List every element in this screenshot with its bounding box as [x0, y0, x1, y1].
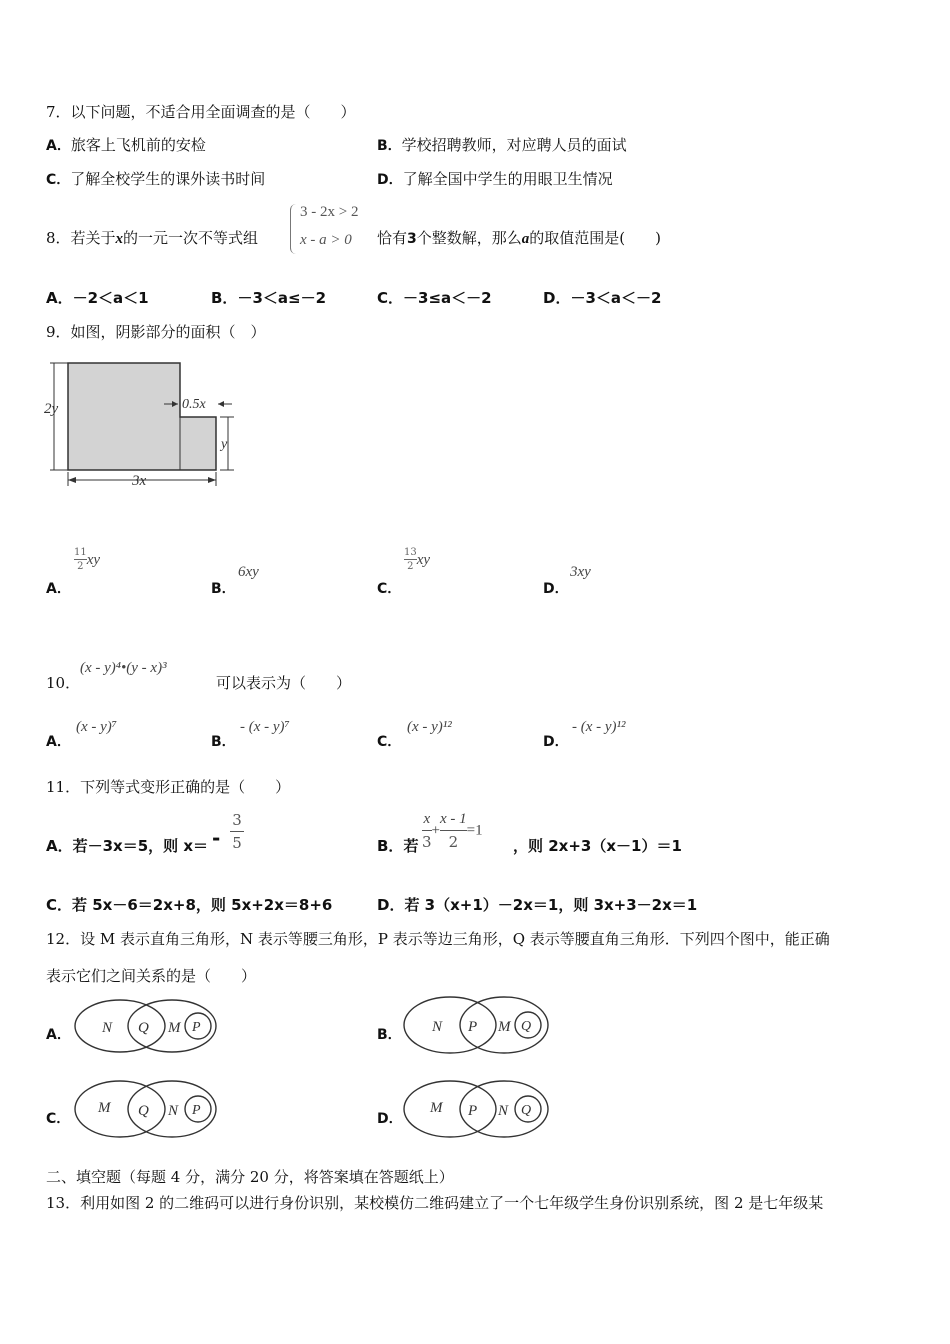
q11-option-b-suffix: ，则 2x+3（x－1）＝1 — [513, 837, 682, 855]
q8-system-line1: 3 - 2x > 2 — [300, 204, 359, 220]
q12-option-b-label: B． — [377, 1027, 402, 1043]
q8-stem-a: 8．若关于x的一元一次不等式组 — [46, 229, 259, 247]
q12-option-a-diagram — [72, 996, 222, 1056]
q9-option-a-label: A． — [46, 581, 71, 597]
q9-shaded-shape — [68, 363, 216, 470]
q8-option-b: B．－3＜a≤－2 — [211, 289, 327, 307]
q7-option-b: B．学校招聘教师，对应聘人员的面试 — [377, 136, 627, 154]
q12-option-c-label: C． — [46, 1111, 71, 1127]
svg-text:M: M — [498, 1019, 511, 1035]
q10-tail: 可以表示为（ ） — [216, 674, 352, 692]
q12-option-a-label: A． — [46, 1027, 71, 1043]
q12-stem-line2: 表示它们之间关系的是（ ） — [46, 967, 257, 985]
q12-option-d-diagram — [402, 1077, 552, 1141]
q9-option-b-label: B． — [211, 581, 236, 597]
svg-text:Q: Q — [138, 1103, 149, 1119]
q9-figure — [44, 358, 244, 493]
q8-option-a: A．－2＜a＜1 — [46, 289, 149, 307]
q9-notch-dim: 0.5x — [182, 397, 206, 412]
q9-right-dim: y — [221, 437, 228, 452]
q8-stem-b: 恰有3个整数解，那么a的取值范围是( ) — [377, 229, 661, 247]
svg-text:N: N — [102, 1020, 113, 1036]
q10-option-a-label: A． — [46, 734, 71, 750]
q9-stem: 9．如图，阴影部分的面积（ ） — [46, 323, 266, 341]
section-2-heading: 二、填空题（每题 4 分，满分 20 分，将答案填在答题纸上） — [46, 1168, 454, 1186]
q11-option-c: C．若 5x－6＝2x+8，则 5x+2x＝8+6 — [46, 896, 333, 914]
q8-option-d: D．－3＜a＜－2 — [543, 289, 662, 307]
q11-stem: 11．下列等式变形正确的是（ ） — [46, 778, 291, 796]
q7-option-c: C．了解全校学生的课外读书时间 — [46, 170, 266, 188]
q11-option-a: A．若－3x＝5，则 x＝ — [46, 837, 209, 855]
q11-option-d: D．若 3（x+1）－2x＝1，则 3x+3－2x＝1 — [377, 896, 698, 914]
svg-text:M: M — [168, 1020, 181, 1036]
svg-text:Q: Q — [521, 1103, 532, 1118]
q9-bottom-dim: 3x — [132, 473, 147, 489]
svg-text:N: N — [432, 1019, 443, 1035]
q7-option-d: D．了解全国中学生的用眼卫生情况 — [377, 170, 613, 188]
q8-option-c: C．－3≤a＜－2 — [377, 289, 492, 307]
q9-option-a-expr: $\frac{11}{2}$ xy — [74, 547, 101, 572]
q9-left-dim: 2y — [44, 401, 59, 417]
svg-text:P: P — [192, 1103, 201, 1118]
q12-stem-line1: 12．设 M 表示直角三角形，N 表示等腰三角形，P 表示等边三角形，Q 表示等腰直角三角形．下列四个图中，能正确 — [46, 930, 830, 948]
q11-option-a-sign: - — [212, 826, 221, 850]
q10-expression: (x - y)⁴•(y - x)³ — [80, 660, 167, 676]
q11-option-b-prefix: B．若 — [377, 837, 419, 855]
q8-system-brace — [290, 204, 297, 254]
q10-option-d-label: D． — [543, 734, 569, 750]
svg-text:M: M — [430, 1100, 443, 1116]
svg-text:M: M — [98, 1100, 111, 1116]
q7-option-a: A．旅客上飞机前的安检 — [46, 136, 206, 154]
q12-option-d-label: D． — [377, 1111, 403, 1127]
svg-text:N: N — [168, 1103, 179, 1119]
svg-text:Q: Q — [521, 1019, 532, 1034]
q9-option-c-label: C． — [377, 581, 402, 597]
q9-option-c-expr: $\frac{13}{2}$ xy — [404, 547, 431, 572]
svg-text:P: P — [468, 1019, 478, 1035]
q10-num: 10． — [46, 674, 81, 692]
svg-text:P: P — [192, 1020, 201, 1035]
q10-option-d-expr: - (x - y)¹² — [572, 719, 626, 735]
q10-option-b-expr: - (x - y)⁷ — [240, 719, 290, 735]
q7-stem: 7．以下问题，不适合用全面调查的是（ ） — [46, 103, 356, 121]
q12-option-c-diagram — [72, 1077, 222, 1141]
q9-option-d-label: D． — [543, 581, 569, 597]
q11-option-a-fraction: $\frac{3}{5}$ — [230, 811, 244, 852]
q11-option-b-equation: $\frac{x}{3}$ + $\frac{x - 1}{2}$ =1 — [422, 811, 483, 851]
q10-option-c-expr: (x - y)¹² — [407, 719, 452, 735]
q13-text: 13．利用如图 2 的二维码可以进行身份识别，某校模仿二维码建立了一个七年级学生身份识别系统，图 2 是七年级某 — [46, 1194, 824, 1212]
svg-text:P: P — [468, 1103, 478, 1119]
q9-option-b-expr: 6xy — [238, 564, 259, 580]
q10-option-c-label: C． — [377, 734, 402, 750]
q9-option-d-expr: 3xy — [570, 564, 591, 580]
svg-text:Q: Q — [138, 1020, 149, 1036]
q12-option-b-diagram — [402, 993, 552, 1057]
q10-option-a-expr: (x - y)⁷ — [76, 719, 118, 735]
svg-text:N: N — [498, 1103, 509, 1119]
q10-option-b-label: B． — [211, 734, 236, 750]
q8-system-line2: x - a > 0 — [300, 232, 352, 248]
